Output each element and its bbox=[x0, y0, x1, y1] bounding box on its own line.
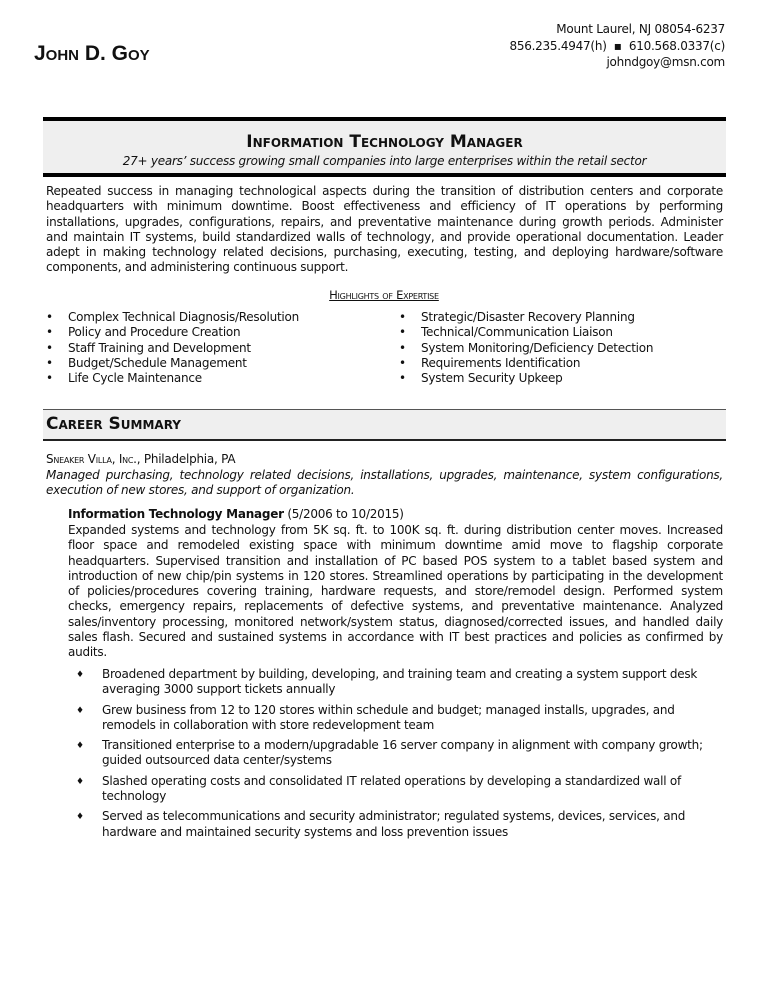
career-summary-banner bbox=[43, 409, 726, 441]
list-item: • Policy and Procedure Creation bbox=[46, 325, 299, 340]
email: johndgoy@msn.com bbox=[606, 55, 725, 69]
phone-home: 856.235.4947(h) bbox=[509, 38, 607, 53]
title-banner bbox=[43, 117, 726, 177]
list-item: • Life Cycle Maintenance bbox=[46, 371, 299, 386]
list-item: • Requirements Identification bbox=[399, 356, 653, 371]
list-item: ♦ Served as telecommunications and security administrator; regulated systems, devices, services, and hardware and maintained security systems and loss prevention issues bbox=[68, 809, 723, 840]
highlights-right bbox=[399, 310, 653, 386]
list-item: ♦ Broadened department by building, developing, and training team and creating a system support desk averaging 3000 support tickets annually bbox=[68, 667, 723, 698]
highlights-heading: Highlights of Expertise bbox=[329, 288, 439, 302]
list-item: • System Security Upkeep bbox=[399, 371, 653, 386]
phone-cell: 610.568.0337(c) bbox=[628, 38, 725, 53]
role-title: Information Technology Manager bbox=[68, 507, 284, 521]
company-description: Managed purchasing, technology related decisions, installations, upgrades, maintenance, system configurations, execution of new stores, and support of organization. bbox=[46, 468, 723, 498]
contact-block bbox=[509, 21, 725, 71]
job-title: Information Technology Manager bbox=[246, 132, 523, 152]
achievements-list bbox=[68, 667, 723, 845]
section-heading: Career Summary bbox=[46, 414, 181, 434]
list-item: • System Monitoring/Deficiency Detection bbox=[399, 341, 653, 356]
list-item: • Complex Technical Diagnosis/Resolution bbox=[46, 310, 299, 325]
company-location: , Philadelphia, PA bbox=[136, 452, 236, 466]
summary-paragraph: Repeated success in managing technological aspects during the transition of distribution centers and corporate headquarters with minimum downtime. Boost effectiveness and efficiency of IT operations by performing installations, upgrades, configurations, repairs, and preventative maintenance during growth periods. Administer and maintain IT systems, build standardized walls of technology, and provide operational documentation. Leader adept in making technology related decisions, purchasing, executing, testing, and deploying hardware/software components, and administering continuous support. bbox=[46, 184, 723, 275]
highlights-left bbox=[46, 310, 299, 386]
role-line bbox=[68, 507, 404, 521]
separator: ▪ bbox=[613, 38, 622, 53]
role-description: Expanded systems and technology from 5K sq. ft. to 100K sq. ft. during distribution center moves. Increased floor space and remodeled existing space with minimum downtime amid move to flagship corporate headquarters. Supervised transition and installation of PC based POS system to a tablet based system and introduction of new chip/pin systems in 120 stores. Streamlined operations by participating in the development of policies/procedures covering training, hardware requests, and store/remodel design. Performed system checks, emergency repairs, replacements of defective systems, and preventative maintenance. Analyzed sales/inventory processing, monitored network/system status, diagnosed/corrected issues, and handled daily sales flash. Secured and sustained systems in accordance with IT best practices and policies as confirmed by audits. bbox=[68, 523, 723, 660]
company-line bbox=[46, 452, 235, 466]
address: Mount Laurel, NJ 08054-6237 bbox=[556, 22, 725, 36]
list-item: • Strategic/Disaster Recovery Planning bbox=[399, 310, 653, 325]
list-item: ♦ Slashed operating costs and consolidated IT related operations by developing a standardized wall of technology bbox=[68, 774, 723, 805]
list-item: • Budget/Schedule Management bbox=[46, 356, 299, 371]
candidate-name: John D. Goy bbox=[34, 42, 150, 65]
list-item: • Technical/Communication Liaison bbox=[399, 325, 653, 340]
role-dates: (5/2006 to 10/2015) bbox=[287, 507, 404, 521]
company-name: Sneaker Villa, Inc. bbox=[46, 452, 137, 466]
list-item: ♦ Transitioned enterprise to a modern/upgradable 16 server company in alignment with company growth; guided outsourced data center/systems bbox=[68, 738, 723, 769]
list-item: • Staff Training and Development bbox=[46, 341, 299, 356]
list-item: ♦ Grew business from 12 to 120 stores within schedule and budget; managed installs, upgrades, and remodels in collaboration with store redevelopment team bbox=[68, 703, 723, 734]
tagline: 27+ years’ success growing small companies into large enterprises within the retail sector bbox=[122, 154, 647, 168]
